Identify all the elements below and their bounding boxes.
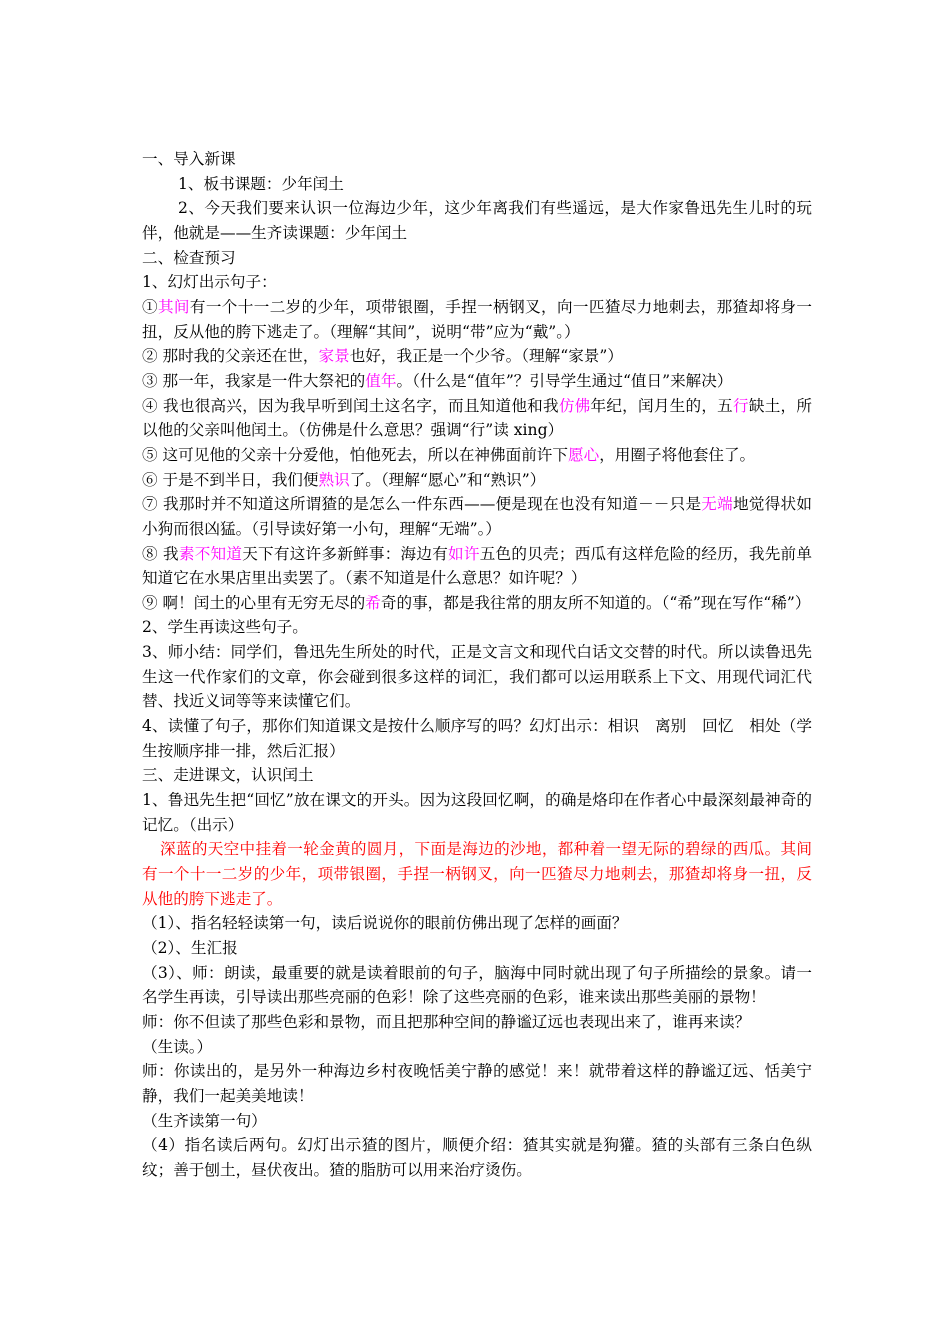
step-order: 4、读懂了句子，那你们知道课文是按什么顺序写的吗？幻灯出示：相识 离别 回忆 相处（学生按顺序排一排，然后汇报） <box>142 717 812 760</box>
activity-1: （1）、指名轻轻读第一句，读后说说你的眼前仿佛出现了怎样的画面？ <box>142 914 628 933</box>
sentence-8: ⑧ 我素不知道天下有这许多新鲜事：海边有如许五色的贝壳；西瓜有这样危险的经历，我先前单知道它在水果店里出卖罢了。（素不知道是什么意思？如许呢？） <box>142 544 812 588</box>
lesson-plan-document <box>142 147 812 1183</box>
activity-4: （4）指名读后两句。幻灯出示猹的图片，顺便介绍：猹其实就是狗獾。猹的头部有三条白色纵纹；善于刨土，昼伏夜出。猹的脂肪可以用来治疗烫伤。 <box>142 1136 812 1179</box>
keyword-wuduan: 无端 <box>701 495 733 514</box>
step-summary: 3、师小结：同学们，鲁迅先生所处的时代，正是文言文和现代白话文交替的时代。所以读鲁迅先生这一代作家们的文章，你会碰到很多这样的词汇，我们都可以运用联系上下文、用现代词汇代替、找近义词等等来读懂它们。 <box>142 643 812 711</box>
keyword-ruxu: 如许 <box>448 544 480 563</box>
step-show-sentences: 1、幻灯出示句子： <box>142 273 277 292</box>
sentence-4: ④ 我也很高兴，因为我早听到闰土这名字，而且知道他和我仿佛年纪，闰月生的，五行缺土，所以他的父亲叫他闰土。（仿佛是什么意思？强调“行”读 xing） <box>142 396 812 440</box>
sentence-7: ⑦ 我那时并不知道这所谓猹的是怎么一件东西——便是现在也没有知道－－只是无端地觉得状如小狗而很凶猛。（引导读好第一小句，理解“无端”。） <box>142 495 812 538</box>
keyword-subuzhidao: 素不知道 <box>178 544 243 563</box>
activity-3-student: （生读。） <box>142 1037 213 1056</box>
sentence-9: ⑨ 啊！闰土的心里有无穷无尽的希奇的事，都是我往常的朋友所不知道的。（“希”现在写作“稀”） <box>142 593 811 612</box>
keyword-zhinian: 值年 <box>365 371 397 390</box>
keyword-jiajing: 家景 <box>318 347 350 366</box>
activity-3: （3）、师：朗读，最重要的就是读着眼前的句子，脑海中同时就出现了句子所描绘的景象。请一名学生再读，引导读出那些亮丽的色彩！除了这些亮丽的色彩，谁来读出那些美丽的景物！ <box>142 963 812 1007</box>
keyword-xi: 希 <box>365 593 381 612</box>
activity-2: （2）、生汇报 <box>142 939 238 957</box>
sentence-5: ⑤ 这可见他的父亲十分爱他，怕他死去，所以在神佛面前许下愿心，用圈子将他套住了。 <box>142 445 756 464</box>
excerpt-passage: 深蓝的天空中挂着一轮金黄的圆月，下面是海边的沙地，都种着一望无际的碧绿的西瓜。其间有一个十一二岁的少年，项带银圈，手捏一柄钢叉，向一匹猹尽力地刺去，那猹却将身一扭，反从他的胯下逃走了。 <box>142 840 812 908</box>
sentence-1: ①其间有一个十一二岁的少年，项带银圈，手捏一柄钢叉，向一匹猹尽力地刺去，那猹却将身一扭，反从他的胯下逃走了。（理解“其间”，说明“带”应为“戴”。） <box>142 297 812 341</box>
step-reread: 2、学生再读这些句子。 <box>142 618 308 637</box>
heading-check-preview: 二、检查预习 <box>142 248 236 267</box>
activity-3-teacher: 师：你不但读了那些色彩和景物，而且把那种空间的静谧辽远也表现出来了，谁再来读？ <box>142 1012 751 1031</box>
step-memory: 1、鲁迅先生把“回忆”放在课文的开头。因为这段回忆啊，的确是烙印在作者心中最深刻最神奇的记忆。（出示） <box>142 791 812 834</box>
activity-3-class: （生齐读第一句） <box>142 1111 267 1130</box>
step-introduce: 2、今天我们要来认识一位海边少年，这少年离我们有些遥远，是大作家鲁迅先生儿时的玩伴，他就是——生齐读课题：少年闰土 <box>142 199 812 242</box>
heading-intro: 一、导入新课 <box>142 150 236 168</box>
keyword-yuanxin: 愿心 <box>568 445 600 464</box>
sentence-6: ⑥ 于是不到半日，我们便熟识了。（理解“愿心”和“熟识”） <box>142 470 546 489</box>
keyword-xing: 行 <box>733 396 749 415</box>
step-board-title: 1、板书课题：少年闰土 <box>178 174 344 193</box>
keyword-fangfu: 仿佛 <box>558 396 591 415</box>
sentence-2: ② 那时我的父亲还在世，家景也好，我正是一个少爷。（理解“家景”） <box>142 347 623 366</box>
keyword-shushi: 熟识 <box>318 470 350 489</box>
heading-enter-text: 三、走进课文，认识闰土 <box>142 766 314 785</box>
sentence-3: ③ 那一年，我家是一件大祭祀的值年。（什么是“值年”？引导学生通过“值日”来解决） <box>142 371 733 390</box>
keyword-qijian: 其间 <box>157 297 190 316</box>
activity-3-teacher-2: 师：你读出的，是另外一种海边乡村夜晚恬美宁静的感觉！来！就带着这样的静谧辽远、恬美宁静，我们一起美美地读！ <box>142 1062 812 1105</box>
